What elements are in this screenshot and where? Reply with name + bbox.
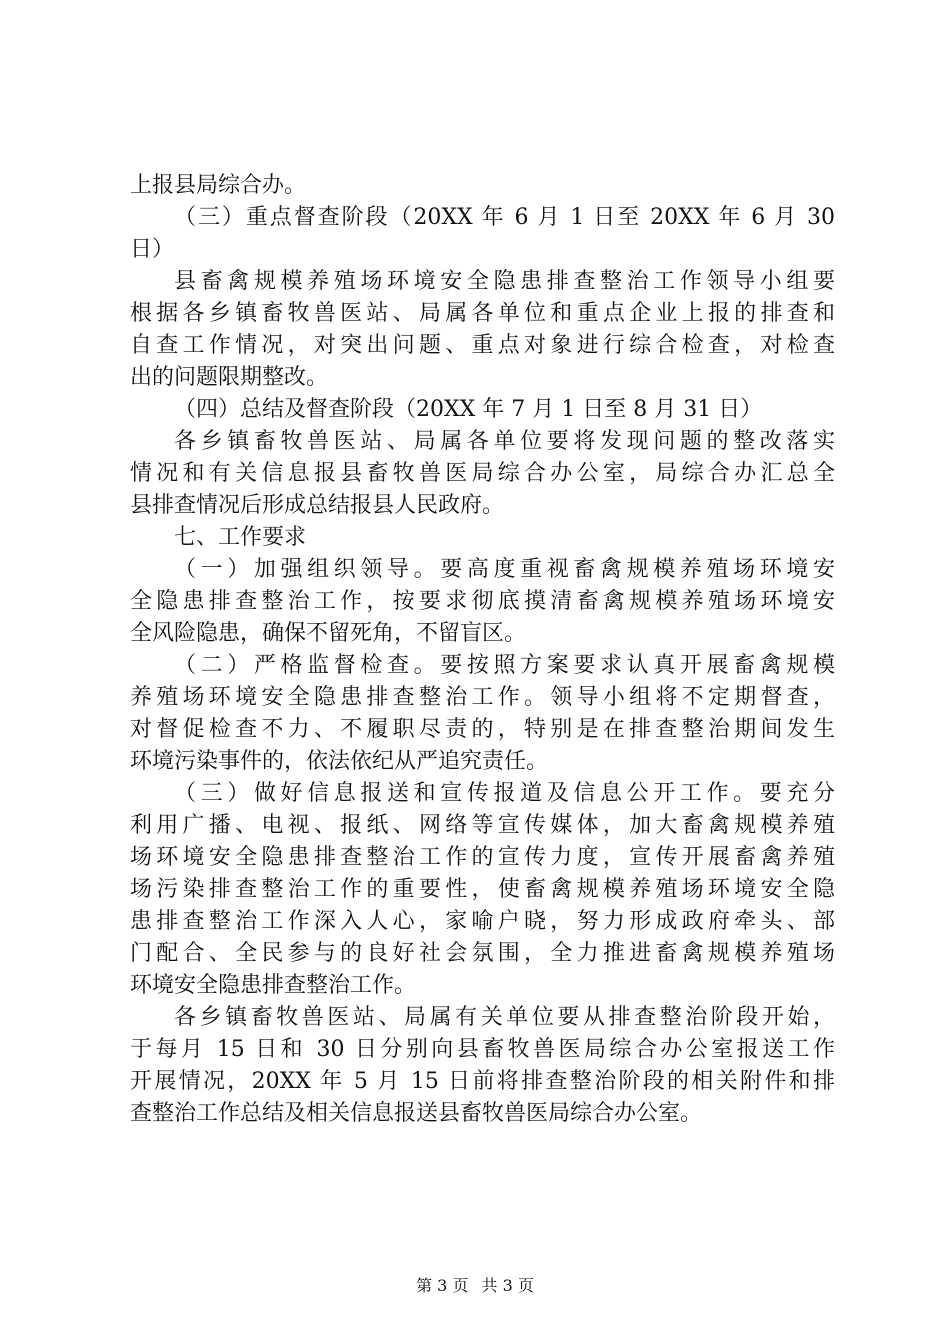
text-line: 七、工作要求 — [174, 525, 307, 550]
page-number-total: 共 3 页 — [481, 1276, 534, 1295]
text-line: 养殖场环境安全隐患排查整治工作。领导小组将不定期督查， — [130, 685, 835, 710]
document-body — [130, 170, 835, 1130]
text-line: （一）加强组织领导。要高度重视畜禽规模养殖场环境安 — [174, 557, 835, 582]
text-line: 自查工作情况，对突出问题、重点对象进行综合检查，对检查 — [130, 333, 835, 358]
text-line: 环境污染事件的，依法依纪从严追究责任。 — [130, 749, 549, 774]
text-line: 各乡镇畜牧兽医站、局属有关单位要从排查整治阶段开始， — [174, 1005, 835, 1030]
text-line: 场污染排查整治工作的重要性，使畜禽规模养殖场环境安全隐 — [130, 877, 835, 902]
text-line: 查整治工作总结及相关信息报送县畜牧兽医局综合办公室。 — [130, 1101, 703, 1126]
text-line: 全隐患排查整治工作，按要求彻底摸清畜禽规模养殖场环境安 — [130, 589, 835, 614]
text-line: 门配合、全民参与的良好社会氛围，全力推进畜禽规模养殖场 — [130, 941, 835, 966]
text-line: 环境安全隐患排查整治工作。 — [130, 973, 417, 998]
page-number-current: 第 3 页 — [416, 1276, 469, 1295]
text-line: 于每月 15 日和 30 日分别向县畜牧兽医局综合办公室报送工作 — [130, 1037, 835, 1062]
text-line: 开展情况，20XX 年 5 月 15 日前将排查整治阶段的相关附件和排 — [130, 1069, 835, 1094]
text-line: 利用广播、电视、报纸、网络等宣传媒体，加大畜禽规模养殖 — [130, 813, 835, 838]
text-line: 患排查整治工作深入人心，家喻户晓，努力形成政府牵头、部 — [130, 909, 835, 934]
text-line: （三）做好信息报送和宣传报道及信息公开工作。要充分 — [174, 781, 835, 806]
text-line: 全风险隐患，确保不留死角，不留盲区。 — [130, 621, 527, 646]
text-line: （四）总结及督查阶段（20XX 年 7 月 1 日至 8 月 31 日） — [174, 397, 763, 422]
text-line: 情况和有关信息报县畜牧兽医局综合办公室，局综合办汇总全 — [130, 461, 835, 486]
text-line: （三）重点督查阶段（20XX 年 6 月 1 日至 20XX 年 6 月 30 — [174, 205, 835, 230]
text-line: 上报县局综合办。 — [130, 173, 307, 198]
text-line: 县排查情况后形成总结报县人民政府。 — [130, 493, 505, 518]
text-line: （二）严格监督检查。要按照方案要求认真开展畜禽规模 — [174, 653, 835, 678]
text-line: 日） — [130, 237, 175, 262]
page-footer — [0, 1276, 950, 1296]
text-line: 各乡镇畜牧兽医站、局属各单位要将发现问题的整改落实 — [174, 429, 835, 454]
text-line: 县畜禽规模养殖场环境安全隐患排查整治工作领导小组要 — [174, 269, 835, 294]
text-line: 根据各乡镇畜牧兽医站、局属各单位和重点企业上报的排查和 — [130, 301, 835, 326]
text-line: 出的问题限期整改。 — [130, 365, 329, 390]
text-line: 场环境安全隐患排查整治工作的宣传力度，宣传开展畜禽养殖 — [130, 845, 835, 870]
text-line: 对督促检查不力、不履职尽责的，特别是在排查整治期间发生 — [130, 717, 835, 742]
